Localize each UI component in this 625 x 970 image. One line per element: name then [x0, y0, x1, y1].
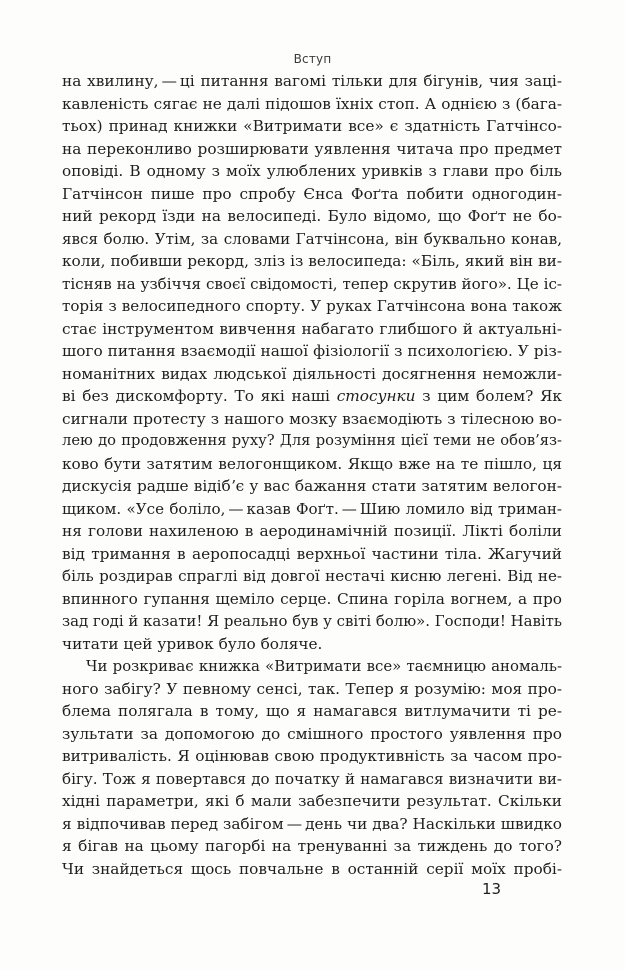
text-line: хідні параметри, які б мали забезпечити результат. Скільки	[62, 792, 562, 810]
body-text	[62, 70, 562, 880]
paragraph-1	[62, 70, 562, 655]
text-line: ково бути затятим велогонщиком. Якщо вже на те пішло, ця	[62, 454, 562, 473]
text-line: біль роздирав спраглі від довгої нестачі кисню легені. Від не-	[62, 567, 562, 585]
text-line: номанітних видах людської діяльності досягнення неможли-	[62, 364, 562, 383]
text-line: впинного гупання щеміло серце. Спина горіла вогнем, а про	[62, 589, 562, 608]
text-line: на переконливо розширювати уявлення читача про предмет	[62, 139, 562, 158]
text-line: стає інструментом вивчення набагато глибшого й актуальні-	[62, 319, 562, 338]
text-line: сигнали протесту з нашого мозку взаємодіють з тілесною во-	[62, 409, 562, 428]
text-line: блема полягала в тому, що я намагався витлумачити ті ре-	[62, 702, 562, 720]
text-line: я бігав на цьому пагорбі на тренуванні за тиждень до того?	[62, 837, 562, 855]
text-line: дискусія радше відібʼє у вас бажання стати затятим велогон-	[62, 477, 562, 495]
text-line: на хвилину, — ці питання вагомі тільки для бігунів, чия заці-	[62, 72, 562, 90]
text-line: кавленість сягає не далі підошов їхніх стоп. А однією з (бага-	[62, 94, 562, 113]
text-line: Чи розкриває книжка «Витримати все» таємницю аномаль-	[86, 657, 562, 675]
emphasized-word: стосунки	[336, 387, 416, 405]
text-line: лею до продовження руху? Для розуміння цієї теми не обов’яз-	[62, 432, 562, 449]
text-line: торія з велосипедного спорту. У руках Гатчінсона вона також	[62, 297, 562, 315]
text-line: Гатчінсон пише про спробу Єнса Фоґта побити одногодин-	[62, 184, 562, 203]
text-line: оповіді. В одному з моїх улюблених уривків з глави про біль	[62, 162, 562, 180]
text-line: тьох) принад книжки «Витримати все» є здатність Гатчінсо-	[62, 117, 562, 135]
text-line: ний рекорд їзди на велосипеді. Було відомо, що Фоґт не бо-	[62, 207, 562, 225]
text-line: від тримання в аеропосадці верхньої частини тіла. Жагучий	[62, 544, 562, 563]
text-line: я відпочивав перед забігом — день чи два? Наскільки швидко	[62, 814, 562, 833]
text-line: тісняв на узбіччя своєї свідомості, тепер скрутив його». Це іс-	[62, 274, 562, 293]
running-header: Вступ	[293, 52, 332, 66]
text-line: щиком. «Усе боліло, — казав Фоґт. — Шию ломило від триман-	[62, 499, 562, 518]
page-number: 13	[482, 880, 502, 898]
text-line: ня голови нахиленою в аеродинамічній позиції. Лікті боліли	[62, 522, 562, 540]
text-line: явся болю. Утім, за словами Гатчінсона, він буквально конав,	[62, 229, 562, 248]
paragraph-2	[62, 655, 562, 880]
text-line: шого питання взаємодії нашої фізіології з психологією. У різ-	[62, 342, 562, 360]
text-line: ного забігу? У певному сенсі, так. Тепер я розумію: моя про-	[62, 679, 562, 698]
text-line: зад годі й казати! Я реально був у світі болю». Господи! Навіть	[62, 612, 562, 630]
text-line: ві без дискомфорту. То які наші стосунки з цим болем? Як	[62, 387, 562, 405]
text-line: бігу. Тож я повертався до початку й намагався визначити ви-	[62, 769, 562, 788]
text-line: витривалість. Я оцінював свою продуктивність за часом про-	[62, 747, 562, 765]
text-line: читати цей уривок було боляче.	[62, 634, 323, 653]
text-line: коли, побивши рекорд, зліз із велосипеда: «Біль, який він ви-	[62, 252, 562, 270]
text-line: зультати за допомогою до смішного простого уявлення про	[62, 724, 562, 743]
text-line: Чи знайдеться щось повчальне в останній серії моїх пробі-	[62, 859, 562, 878]
